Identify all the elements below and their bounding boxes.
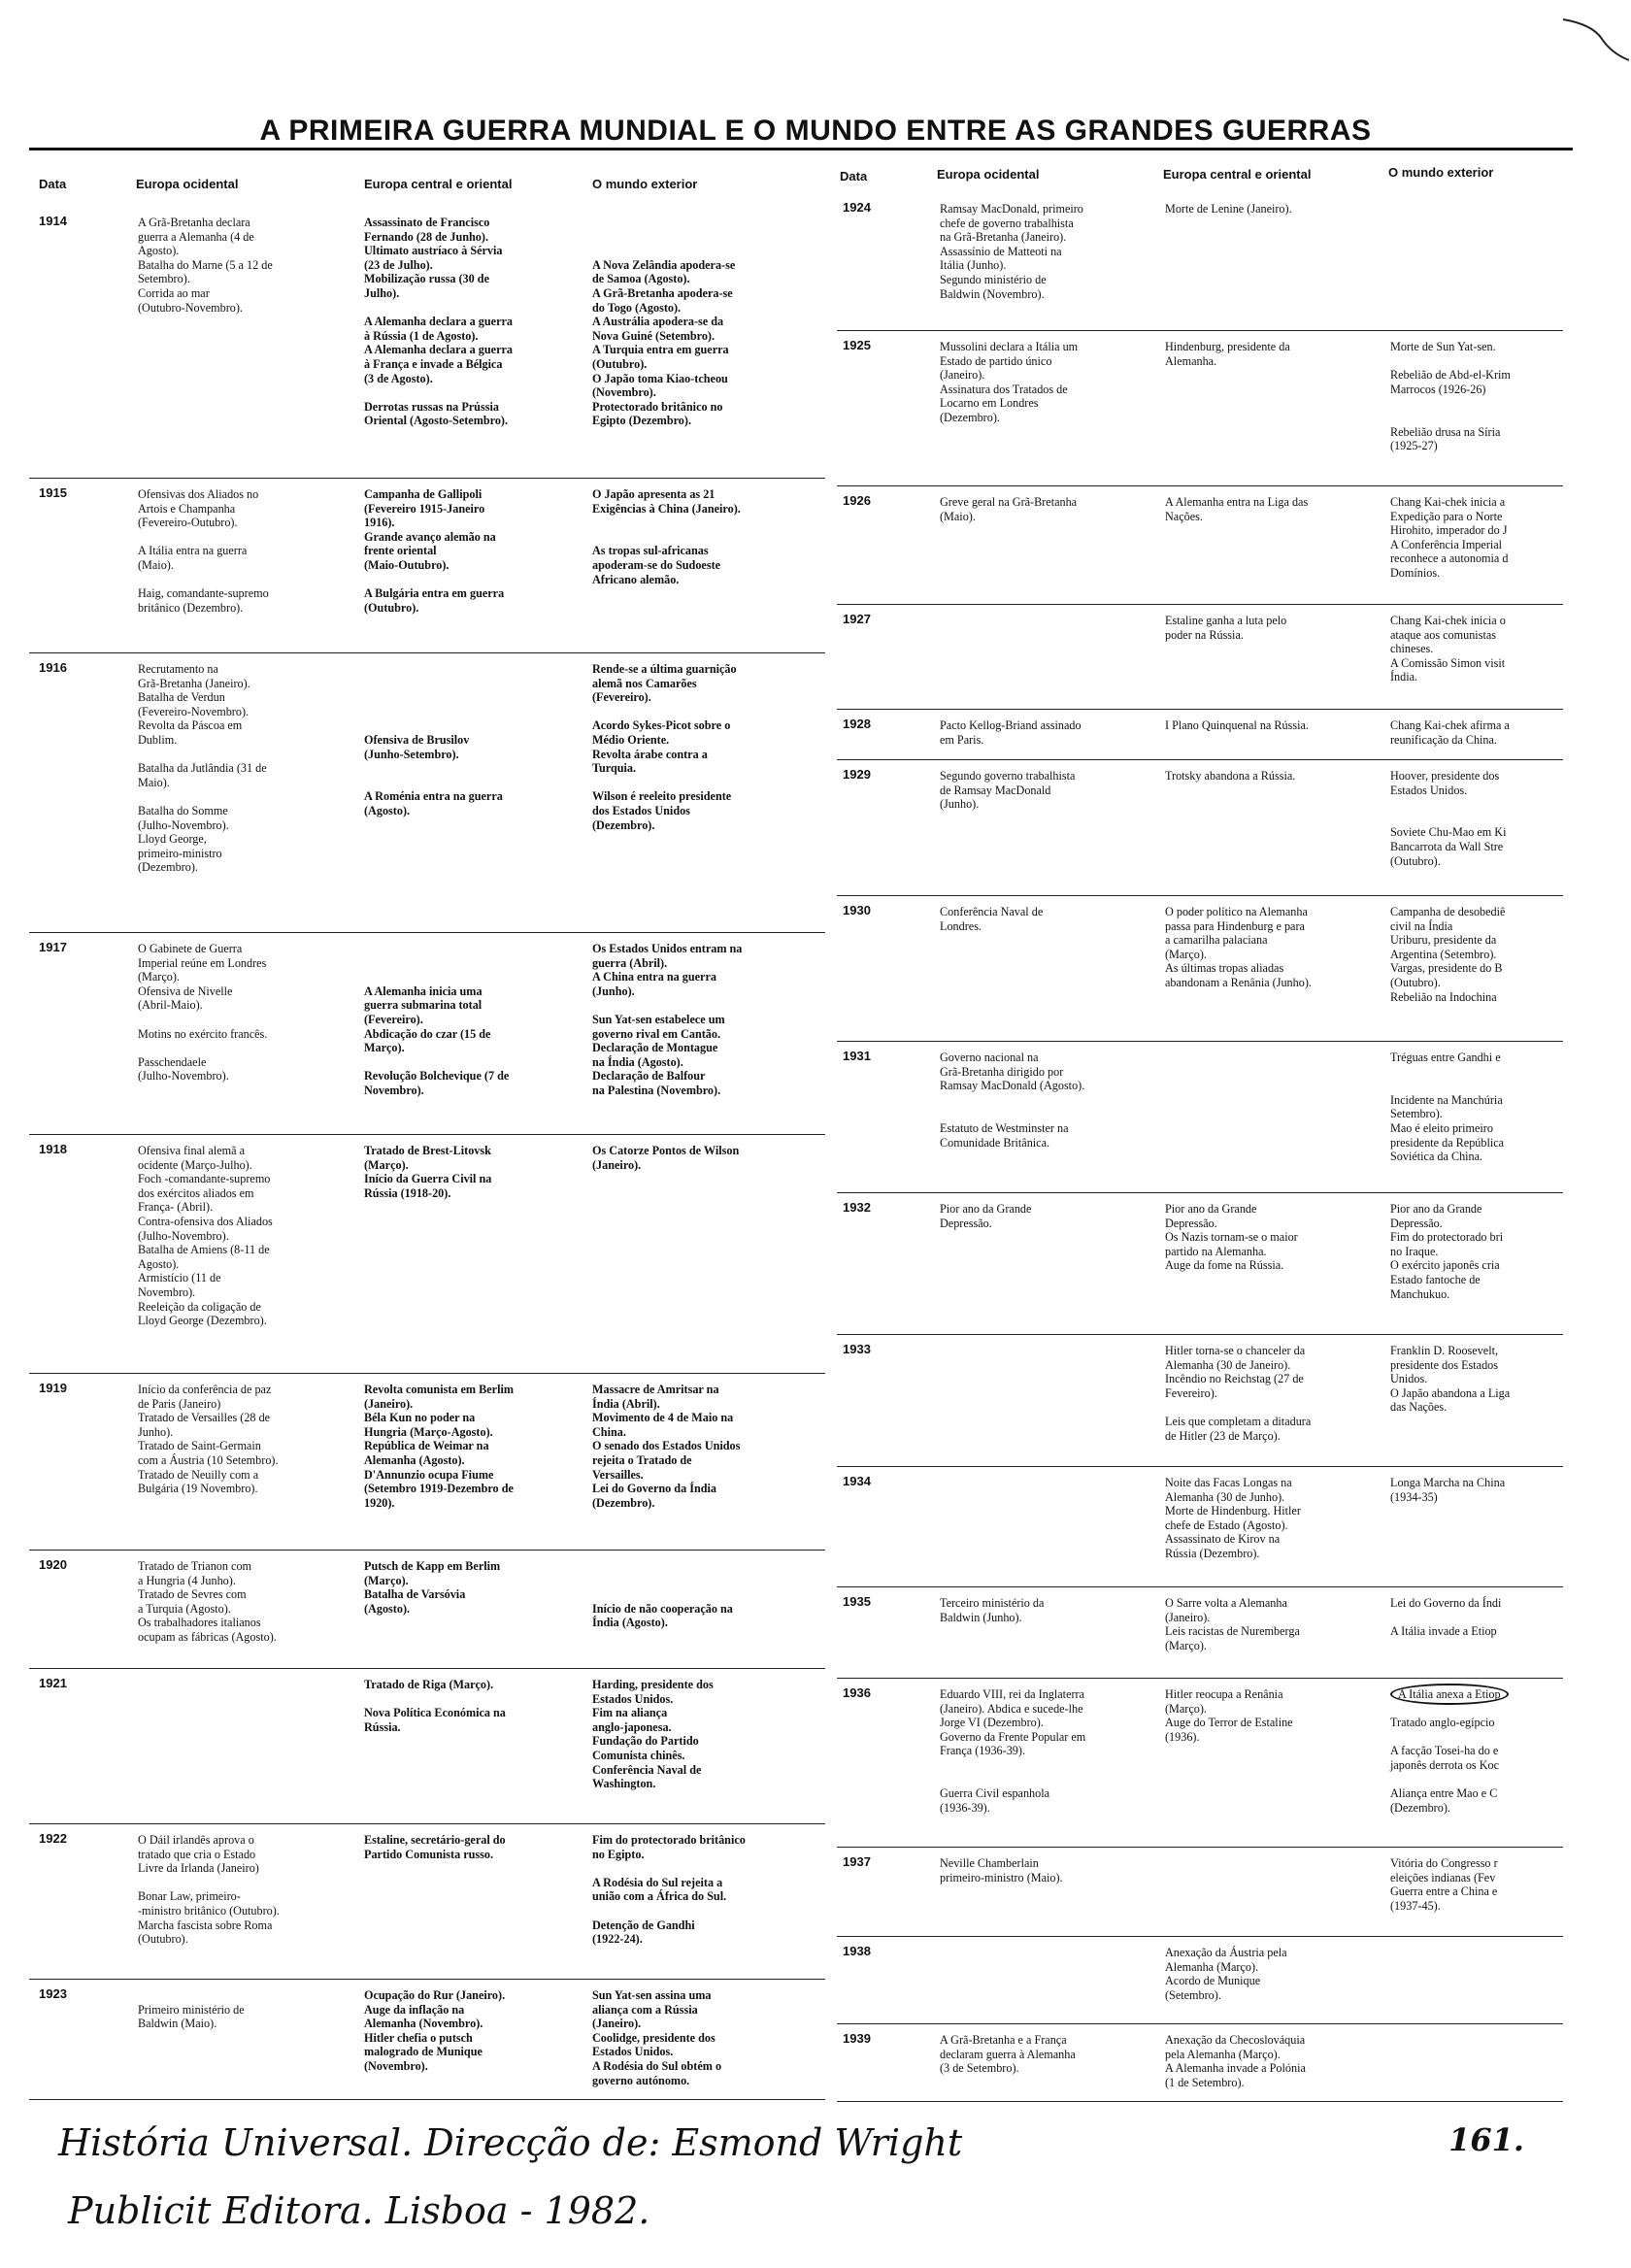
row-central-text: Assassinato de Francisco Fernando (28 de Junho). Ultimato austríaco à Sérvia (23 de Julho). Mobilização russa (30 de Julho). A Alemanha declara a guerra à Rússia (1 de Agosto). A Alemanha declara a guerra à França e invade a Bélgica (3 de Agosto). Derrotas russas na Prússia Oriental (Agosto-Setembro). xyxy=(364,216,514,428)
row-world-text: Chang Kai-chek inicia o ataque aos comunistas chineses. A Comissão Simon visit Índia. xyxy=(1390,614,1506,684)
row-west-text: Eduardo VIII, rei da Inglaterra (Janeiro). Abdica e sucede-lhe Jorge VI (Dezembro). Governo da Frente Popular em França (1936-39). Guerra Civil espanhola (1936-39). xyxy=(940,1687,1086,1815)
row-year: 1914 xyxy=(39,214,67,228)
row-central-text: A Alemanha inicia uma guerra submarina total (Fevereiro). Abdicação do czar (15 de Março). Revolução Bolchevique (7 de Novembro). xyxy=(364,984,510,1097)
row-west-text: Pacto Kellog-Briand assinado em Paris. xyxy=(940,718,1082,747)
row-year: 1922 xyxy=(39,1831,67,1846)
row-central-text: Hitler torna-se o chanceler da Alemanha (30 de Janeiro). Incêndio no Reichstag (27 de Fevereiro). Leis que completam a ditadura de Hitler (23 de Março). xyxy=(1165,1344,1312,1443)
row-west-text: O Dáil irlandês aprova o tratado que cria o Estado Livre da Irlanda (Janeiro) Bonar Law, primeiro- -ministro britânico (Outubro). Marcha fascista sobre Roma (Outubro). xyxy=(138,1833,280,1947)
row-year: 1921 xyxy=(39,1676,67,1690)
row-year: 1937 xyxy=(843,1854,871,1869)
row-world-text: Lei do Governo da Índi A Itália invade a Etiop xyxy=(1390,1596,1502,1639)
row-year: 1926 xyxy=(843,493,871,508)
row-west-text: A Grã-Bretanha e a França declaram guerra à Alemanha (3 de Setembro). xyxy=(940,2033,1076,2076)
row-year: 1934 xyxy=(843,1474,871,1488)
row-world-text: Chang Kai-chek inicia a Expedição para o Norte Hirohito, imperador do J A Conferência Imperial reconhece a autonomia d Domínios. xyxy=(1390,495,1509,580)
row-world-text: Longa Marcha na China (1934-35) xyxy=(1390,1476,1506,1504)
row-year: 1938 xyxy=(843,1944,871,1958)
row-year: 1935 xyxy=(843,1594,871,1609)
row-central-text: Anexação da Áustria pela Alemanha (Março). Acordo de Munique (Setembro). xyxy=(1165,1946,1287,2002)
row-central-text: O poder político na Alemanha passa para Hindenburg e para a camarilha palaciana (Março). As últimas tropas aliadas abandonam a Renânia (Junho). xyxy=(1165,905,1312,989)
page-title: A PRIMEIRA GUERRA MUNDIAL E O MUNDO ENTRE AS GRANDES GUERRAS xyxy=(259,115,1372,147)
row-central-text: I Plano Quinquenal na Rússia. xyxy=(1165,718,1309,732)
row-world-text: Rende-se a última guarnição alemã nos Camarões (Fevereiro). Acordo Sykes-Picot sobre o Médio Oriente. Revolta árabe contra a Turquia. Wilson é reeleito presidente dos Estados Unidos (Dezembro). xyxy=(592,662,737,832)
row-world-text: O Japão apresenta as 21 Exigências à China (Janeiro). As tropas sul-africanas apoderam-se do Sudoeste Africano alemão. xyxy=(592,487,741,586)
row-year: 1927 xyxy=(843,612,871,626)
row-year: 1932 xyxy=(843,1200,871,1215)
row-year: 1920 xyxy=(39,1557,67,1572)
row-west-text: Ofensiva final alemã a ocidente (Março-Julho). Foch -comandante-supremo dos exércitos aliados em França- (Abril). Contra-ofensiva dos Aliados (Julho-Novembro). Batalha de Amiens (8-11 de Agosto). Armistício (11 de Novembro). Reeleição da coligação de Lloyd George (Dezembro). xyxy=(138,1144,273,1328)
row-central-text: Morte de Lenine (Janeiro). xyxy=(1165,202,1292,216)
row-world-text: A Nova Zelândia apodera-se de Samoa (Agosto). A Grã-Bretanha apodera-se do Togo (Agosto). A Austrália apodera-se da Nova Guiné (Setembro). A Turquia entra em guerra (Outubro). O Japão toma Kiao-tcheou (Novembro). Protectorado britânico no Egipto (Dezembro). xyxy=(592,257,736,428)
row-year: 1918 xyxy=(39,1142,67,1156)
row-world-text: Chang Kai-chek afirma a reunificação da China. xyxy=(1390,718,1510,747)
row-world-text: Sun Yat-sen assina uma aliança com a Rússia (Janeiro). Coolidge, presidente dos Estados Unidos. A Rodésia do Sul obtém o governo autónomo. xyxy=(592,1988,722,2087)
handwritten-citation-line2: Publicit Editora. Lisboa - 1982. xyxy=(68,2189,650,2232)
row-central-text: Estaline, secretário-geral do Partido Comunista russo. xyxy=(364,1833,506,1861)
row-year: 1930 xyxy=(843,903,871,917)
row-west-text: Pior ano da Grande Depressão. xyxy=(940,1202,1032,1230)
row-west-text: O Gabinete de Guerra Imperial reúne em Londres (Março). Ofensiva de Nivelle (Abril-Maio). Motins no exército francês. Passchendaele (Julho-Novembro). xyxy=(138,942,268,1084)
row-central-text: Noite das Facas Longas na Alemanha (30 de Junho). Morte de Hindenburg. Hitler chefe de Estado (Agosto). Assassinato de Kirov na Rússia (Dezembro). xyxy=(1165,1476,1301,1560)
row-central-text: Hindenburg, presidente da Alemanha. xyxy=(1165,340,1290,368)
row-west-text: Início da conferência de paz de Paris (Janeiro) Tratado de Versailles (28 de Junho). Tratado de Saint-Germain com a Áustria (10 Setembro). Tratado de Neuilly com a Bulgária (19 Novembro). xyxy=(138,1383,279,1496)
page-number: 161. xyxy=(1448,2121,1524,2158)
row-central-text: A Alemanha entra na Liga das Nações. xyxy=(1165,495,1309,523)
row-west-text: Greve geral na Grã-Bretanha (Maio). xyxy=(940,495,1078,523)
row-year: 1933 xyxy=(843,1342,871,1356)
header-west-right: Europa ocidental xyxy=(937,167,1040,182)
row-world-text: Vitória do Congresso r eleições indianas (Fev Guerra entre a China e (1937-45). xyxy=(1390,1856,1498,1913)
row-central-text: Trotsky abandona a Rússia. xyxy=(1165,769,1296,783)
row-world-text: Fim do protectorado britânico no Egipto. A Rodésia do Sul rejeita a união com a África do Sul. Detenção de Gandhi (1922-24). xyxy=(592,1833,746,1947)
row-west-text: Ofensivas dos Aliados no Artois e Champanha (Fevereiro-Outubro). A Itália entra na guerra (Maio). Haig, comandante-supremo britânico (Dezembro). xyxy=(138,487,269,615)
page-corner-fold xyxy=(1553,0,1631,68)
row-year: 1924 xyxy=(843,200,871,215)
row-year: 1939 xyxy=(843,2031,871,2046)
row-world-text: Morte de Sun Yat-sen. Rebelião de Abd-el-Krim Marrocos (1926-26) Rebelião drusa na Síria (1925-27) xyxy=(1390,340,1511,453)
row-central-text: Tratado de Brest-Litovsk (Março). Início da Guerra Civil na Rússia (1918-20). xyxy=(364,1144,492,1200)
row-central-text: Revolta comunista em Berlim (Janeiro). Béla Kun no poder na Hungria (Março-Agosto). República de Weimar na Alemanha (Agosto). D'Annunzio ocupa Fiume (Setembro 1919-Dezembro de 1920). xyxy=(364,1383,515,1510)
row-central-text: Hitler reocupa a Renânia (Março). Auge do Terror de Estaline (1936). xyxy=(1165,1687,1293,1744)
header-date-left: Data xyxy=(39,177,67,191)
row-year: 1929 xyxy=(843,767,871,782)
row-west-text: Mussolini declara a Itália um Estado de partido único (Janeiro). Assinatura dos Tratados de Locarno em Londres (Dezembro). xyxy=(940,340,1079,424)
header-world-right: O mundo exterior xyxy=(1388,165,1494,180)
row-world-text: Massacre de Amritsar na Índia (Abril). Movimento de 4 de Maio na China. O senado dos Estados Unidos rejeita o Tratado de Versailles. Lei do Governo da Índia (Dezembro). xyxy=(592,1383,741,1510)
row-central-text: Estaline ganha a luta pelo poder na Rússia. xyxy=(1165,614,1287,642)
row-west-text: Terceiro ministério da Baldwin (Junho). xyxy=(940,1596,1045,1624)
row-year: 1925 xyxy=(843,338,871,352)
row-year: 1931 xyxy=(843,1049,871,1063)
row-world-text: Harding, presidente dos Estados Unidos. Fim na aliança anglo-japonesa. Fundação do Partido Comunista chinês. Conferência Naval de Washington. xyxy=(592,1678,714,1791)
row-west-text: A Grã-Bretanha declara guerra a Alemanha (4 de Agosto). Batalha do Marne (5 a 12 de Setembro). Corrida ao mar (Outubro-Novembro). xyxy=(138,216,273,315)
header-world-left: O mundo exterior xyxy=(592,177,698,191)
handwritten-citation-line1: História Universal. Direcção de: Esmond Wright xyxy=(58,2121,963,2164)
row-west-text: Ramsay MacDonald, primeiro chefe de governo trabalhista na Grã-Bretanha (Janeiro). Assassínio de Matteoti na Itália (Junho). Segundo ministério de Baldwin (Novembro). xyxy=(940,202,1083,301)
row-year: 1916 xyxy=(39,660,67,675)
row-world-text: Hoover, presidente dos Estados Unidos. Soviete Chu-Mao em Ki Bancarrota da Wall Stre (Outubro). xyxy=(1390,769,1507,868)
row-year: 1917 xyxy=(39,940,67,954)
row-world-text: Pior ano da Grande Depressão. Fim do protectorado bri no Iraque. O exército japonês cria Estado fantoche de Manchukuo. xyxy=(1390,1202,1504,1301)
row-central-text: O Sarre volta a Alemanha (Janeiro). Leis racistas de Nuremberga (Março). xyxy=(1165,1596,1300,1652)
row-central-text: Ocupação do Rur (Janeiro). Auge da inflação na Alemanha (Novembro). Hitler chefia o putsch malogrado de Munique (Novembro). xyxy=(364,1988,506,2073)
row-year: 1919 xyxy=(39,1381,67,1395)
row-year: 1923 xyxy=(39,1986,67,2001)
row-year: 1915 xyxy=(39,485,67,500)
row-world-text: Tréguas entre Gandhi e Incidente na Manchúria Setembro). Mao é eleito primeiro presidente da República Soviética da China. xyxy=(1390,1051,1505,1164)
header-west-left: Europa ocidental xyxy=(136,177,239,191)
title-rule xyxy=(29,148,1573,150)
header-date-right: Data xyxy=(840,169,868,183)
row-west-text: Governo nacional na Grã-Bretanha dirigido por Ramsay MacDonald (Agosto). Estatuto de Westminster na Comunidade Britânica. xyxy=(940,1051,1085,1150)
row-world-text: Os Catorze Pontos de Wilson (Janeiro). xyxy=(592,1144,740,1172)
row-world-text: A Itália anexa a Etiop Tratado anglo-egípcio A facção Tosei-ha do e japonês derrota os Koc Aliança entre Mao e C (Dezembro). xyxy=(1390,1687,1584,1815)
row-world-text: Franklin D. Roosevelt, presidente dos Estados Unidos. O Japão abandona a Liga das Nações. xyxy=(1390,1344,1511,1415)
row-west-text: Recrutamento na Grã-Bretanha (Janeiro). Batalha de Verdun (Fevereiro-Novembro). Revolta da Páscoa em Dublim. Batalha da Jutlândia (31 de Maio). Batalha do Somme (Julho-Novembro). Lloyd George, primeiro-ministro (Dezembro). xyxy=(138,662,267,875)
row-central-text: Pior ano da Grande Depressão. Os Nazis tornam-se o maior partido na Alemanha. Auge da fome na Rússia. xyxy=(1165,1202,1298,1273)
row-year: 1928 xyxy=(843,717,871,731)
header-central-left: Europa central e oriental xyxy=(364,177,513,191)
row-central-text: Ofensiva de Brusilov (Junho-Setembro). A Roménia entra na guerra (Agosto). xyxy=(364,732,503,817)
row-world-text: Início de não cooperação na Índia (Agosto). xyxy=(592,1601,733,1630)
row-west-text: Conferência Naval de Londres. xyxy=(940,905,1044,933)
row-central-text: Putsch de Kapp em Berlim (Março). Batalha de Varsóvia (Agosto). xyxy=(364,1559,501,1616)
row-west-text: Primeiro ministério de Baldwin (Maio). xyxy=(138,2002,245,2031)
row-central-text: Anexação da Checoslováquia pela Alemanha (Março). A Alemanha invade a Polónia (1 de Setembro). xyxy=(1165,2033,1306,2089)
row-year: 1936 xyxy=(843,1685,871,1700)
header-central-right: Europa central e oriental xyxy=(1163,167,1312,182)
row-west-text: Tratado de Trianon com a Hungria (4 Junho). Tratado de Sevres com a Turquia (Agosto). Os trabalhadores italianos ocupam as fábricas (Agosto). xyxy=(138,1559,277,1644)
row-world-text: Campanha de desobediê civil na Índia Uriburu, presidente da Argentina (Setembro). Vargas, presidente do B (Outubro). Rebelião na Indochina xyxy=(1390,905,1506,1004)
row-central-text: Campanha de Gallipoli (Fevereiro 1915-Janeiro 1916). Grande avanço alemão na frente oriental (Maio-Outubro). A Bulgária entra em guerra (Outubro). xyxy=(364,487,505,615)
row-west-text: Segundo governo trabalhista de Ramsay MacDonald (Junho). xyxy=(940,769,1076,812)
row-world-text: Os Estados Unidos entram na guerra (Abril). A China entra na guerra (Junho). Sun Yat-sen estabelece um governo rival em Cantão. Declaração de Montague na Índia (Agosto). Declaração de Balfour na Palestina (Novembro). xyxy=(592,942,743,1097)
row-central-text: Tratado de Riga (Março). Nova Política Económica na Rússia. xyxy=(364,1678,506,1734)
row-west-text: Neville Chamberlain primeiro-ministro (Maio). xyxy=(940,1856,1063,1884)
